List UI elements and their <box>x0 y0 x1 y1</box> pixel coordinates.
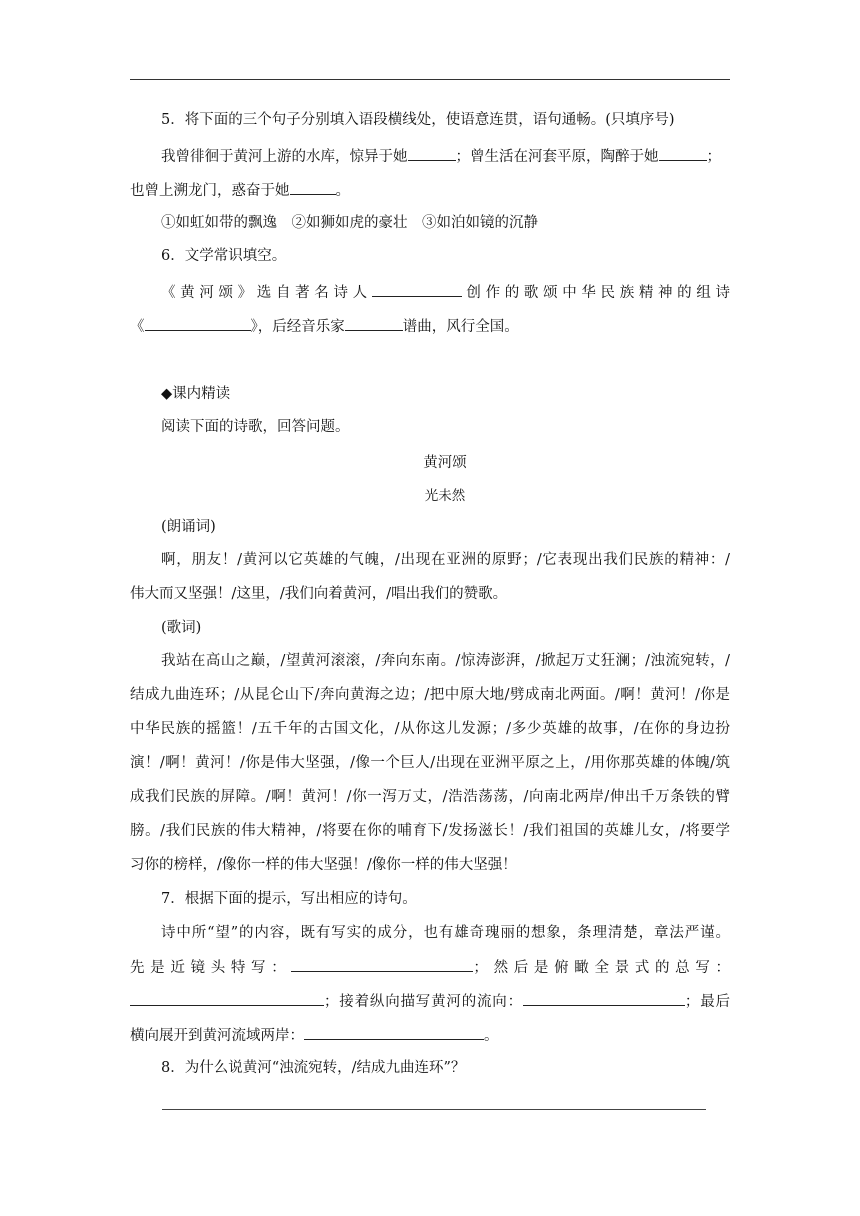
q7-blank-closeup[interactable] <box>291 957 473 972</box>
q7-blank-overview[interactable] <box>130 991 324 1006</box>
recital-label: (朗诵词) <box>161 519 216 535</box>
q7-line2: 先是近镜头特写： ；然后是俯瞰全景式的总写： <box>130 957 730 978</box>
song-line-6: 膀。/我们民族的伟大精神，/将要在你的哺育下/发扬滋长！/我们祖国的英雄儿女，/将要学 <box>130 823 730 839</box>
q7-line4: 横向展开到黄河流域两岸： 。 <box>130 1025 499 1046</box>
song-line-7: 习你的榜样，/像你一样的伟大坚强！/像你一样的伟大坚强！ <box>130 857 517 873</box>
song-line-5: 成我们民族的屏障。/啊！黄河！/你一泻万丈，/浩浩荡荡，/向南北两岸/伸出千万条铁的臂 <box>130 789 730 805</box>
q5-blank-3[interactable] <box>290 180 336 195</box>
q5-options: ①如虹如带的飘逸 ②如狮如虎的豪壮 ③如泊如镜的沉静 <box>161 215 538 231</box>
q5-title: 5．将下面的三个句子分别填入语段横线处，使语意连贯，语句通畅。(只填序号) <box>161 112 675 128</box>
song-line-2: 结成九曲连环；/从昆仑山下/奔向黄海之边；/把中原大地/劈成南北两面。/啊！黄河！/你是 <box>130 687 730 703</box>
q5-blank-2[interactable] <box>659 146 707 161</box>
q8-title: 8．为什么说黄河“浊流宛转，/结成九曲连环”？ <box>161 1060 466 1076</box>
section-heading: ◆课内精读 <box>161 386 231 402</box>
q7-line1: 诗中所“望”的内容，既有写实的成分，也有雄奇瑰丽的想象，条理清楚，章法严谨。 <box>161 925 730 941</box>
poem-author: 光未然 <box>424 488 466 504</box>
q6-title: 6．文学常识填空。 <box>161 248 287 264</box>
q7-title: 7．根据下面的提示，写出相应的诗句。 <box>161 891 417 907</box>
song-line-4: 演！/啊！黄河！/你是伟大坚强，/像一个巨人/出现在亚洲平原之上，/用你那英雄的体魄/筑 <box>130 755 730 771</box>
q5-passage-line1: 我曾徘徊于黄河上游的水库，惊异于她 ；曾生活在河套平原，陶醉于她 ； <box>161 146 721 167</box>
q5-blank-1[interactable] <box>408 146 456 161</box>
q6-blank-composer[interactable] <box>345 316 403 331</box>
q6-line1: 《黄河颂》选自著名诗人 创作的歌颂中华民族精神的组诗 <box>161 282 730 303</box>
recital-line-1: 啊，朋友！/黄河以它英雄的气魄，/出现在亚洲的原野；/它表现出我们民族的精神：/ <box>161 552 730 568</box>
song-label: (歌词) <box>161 620 202 636</box>
q7-blank-flow[interactable] <box>523 991 685 1006</box>
q7-blank-banks[interactable] <box>304 1025 484 1040</box>
q6-line2: 《 》，后经音乐家 谱曲，风行全国。 <box>130 316 519 337</box>
q7-line3: ；接着纵向描写黄河的流向： ；最后 <box>130 991 730 1012</box>
q8-answer-line[interactable] <box>162 1109 706 1110</box>
top-rule <box>130 79 730 80</box>
q6-blank-poem-cycle[interactable] <box>145 316 251 331</box>
reading-instruction: 阅读下面的诗歌，回答问题。 <box>161 419 350 435</box>
recital-line-2: 伟大而又坚强！/这里，/我们向着黄河，/唱出我们的赞歌。 <box>130 586 508 602</box>
song-line-3: 中华民族的摇篮！/五千年的古国文化，/从你这儿发源；/多少英雄的故事，/在你的身边扮 <box>130 721 730 737</box>
poem-title: 黄河颂 <box>423 455 467 471</box>
q6-blank-poet[interactable] <box>372 282 462 297</box>
song-line-1: 我站在高山之巅，/望黄河滚滚，/奔向东南。/惊涛澎湃，/掀起万丈狂澜；/浊流宛转，/ <box>161 653 730 669</box>
q5-passage-line2: 也曾上溯龙门，惑奋于她 。 <box>130 180 350 201</box>
